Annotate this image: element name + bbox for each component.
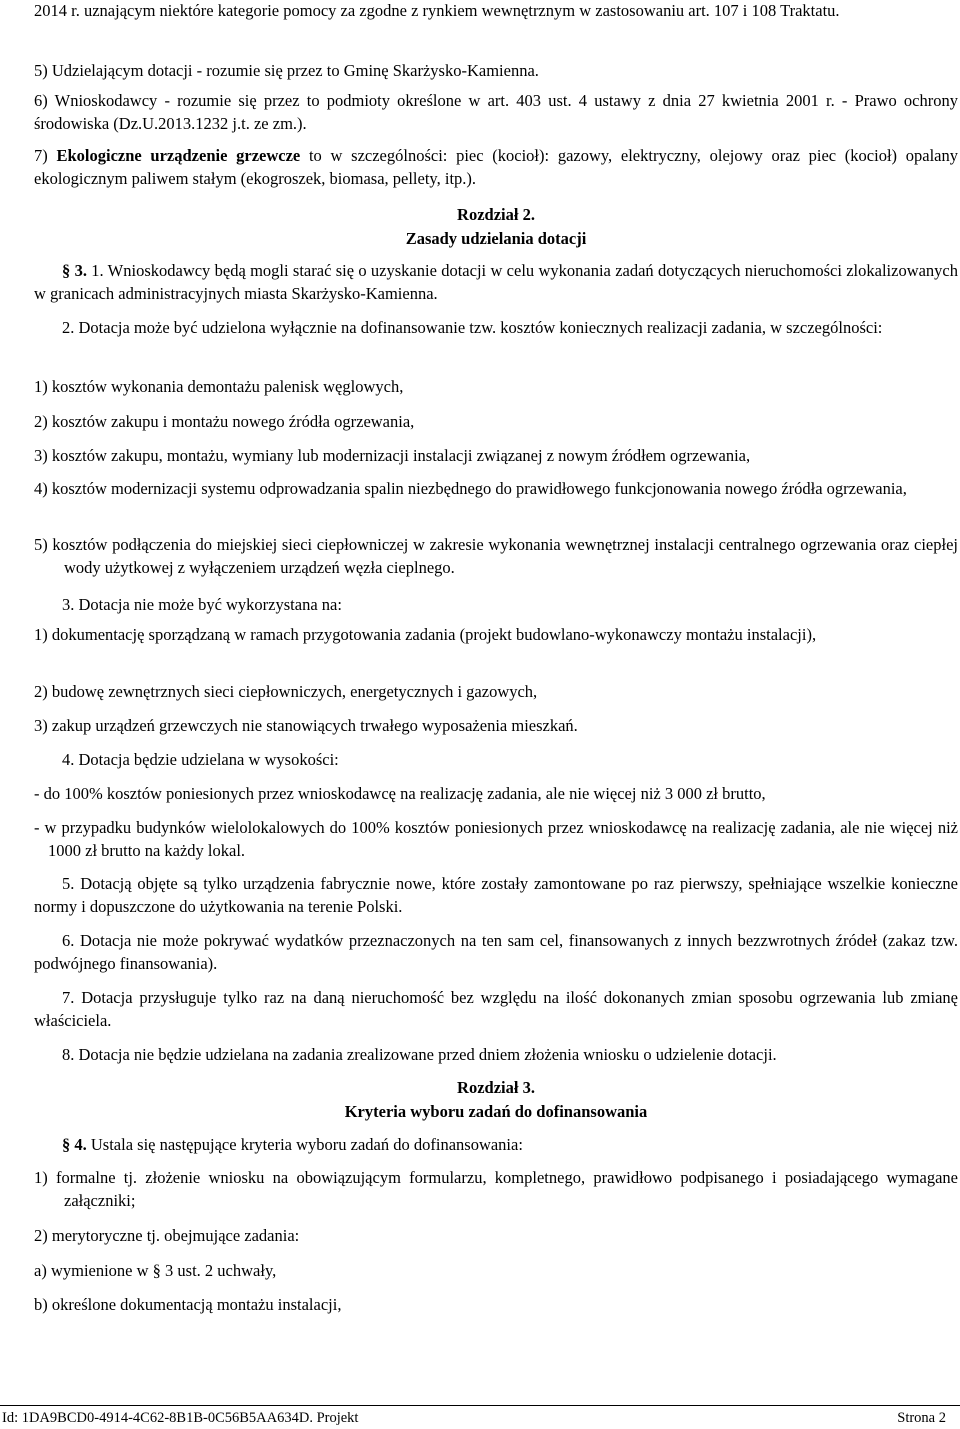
exclusion-item-1: 1) dokumentację sporządzaną w ramach przygotowania zadania (projekt budowlano-wykonawczy montażu instalacji), — [34, 625, 817, 644]
chapter-2-number: Rozdział 2. — [457, 205, 535, 224]
cost-item-4: 4) kosztów modernizacji systemu odprowadzania spalin niezbędnego do prawidłowego funkcjonowania nowego źródła ogrzewania, — [34, 479, 907, 498]
paragraph-3-7: 7. Dotacja przysługuje tylko raz na daną nieruchomość bez względu na ilość dokonanych zmian sposobu ogrzewania lub zmianę właściciela. — [34, 988, 958, 1030]
cost-item-3: 3) kosztów zakupu, montażu, wymiany lub modernizacji instalacji związanej z nowym źródłem ogrzewania, — [34, 446, 751, 465]
paragraph-3-1: § 3. 1. Wnioskodawcy będą mogli starać się o uzyskanie dotacji w celu wykonania zadań dotyczących nieruchomości zlokalizowanych w granicach administracyjnych miasta Skarżysko-Kamienna. — [34, 261, 959, 303]
amount-item-2: - w przypadku budynków wielolokalowych do 100% kosztów poniesionych przez wnioskodawcę na realizację zadania, ale nie więcej niż 1000 zł brutto na każdy lokal. — [34, 818, 958, 860]
criterion-substantive: 2) merytoryczne tj. obejmujące zadania: — [34, 1226, 300, 1245]
chapter-2-title: Zasady udzielania dotacji — [405, 229, 587, 248]
amount-item-1: - do 100% kosztów poniesionych przez wnioskodawcę na realizację zadania, ale nie więcej niż 3 000 zł brutto, — [34, 784, 766, 803]
criterion-formal: 1) formalne tj. złożenie wniosku na obowiązującym formularzu, kompletnego, prawidłowo podpisanego i posiadającego wymagane załączniki; — [34, 1168, 958, 1210]
chapter-3-title: Kryteria wyboru zadań do dofinansowania — [344, 1102, 648, 1121]
definition-6: 6) Wnioskodawcy - rozumie się przez to podmioty określone w art. 403 ust. 4 ustawy z dnia 27 kwietnia 2001 r. - Prawo ochrony środowiska (Dz.U.2013.1232 j.t. ze zm.). — [34, 91, 958, 133]
definition-7: 7) Ekologiczne urządzenie grzewcze to w szczególności: piec (kocioł): gazowy, elektryczny, olejowy oraz piec (kocioł) opalany ekologicznym paliwem stałym (ekogroszek, biomasa, pellety, itp.). — [34, 146, 958, 188]
page-number: Strona 2 — [897, 1410, 946, 1426]
cost-item-2: 2) kosztów zakupu i montażu nowego źródła ogrzewania, — [34, 412, 415, 431]
document-id: Id: 1DA9BCD0-4914-4C62-8B1B-0C56B5AA634D. Projekt — [2, 1410, 359, 1426]
paragraph-3-2: 2. Dotacja może być udzielona wyłącznie na dofinansowanie tzw. kosztów koniecznych realizacji zadania, w szczególności: — [62, 318, 883, 337]
page-footer — [0, 1405, 960, 1429]
exclusion-item-2: 2) budowę zewnętrznych sieci ciepłowniczych, energetycznych i gazowych, — [34, 682, 538, 701]
paragraph-3-8: 8. Dotacja nie będzie udzielana na zadania zrealizowane przed dniem złożenia wniosku o udzielenie dotacji. — [62, 1045, 777, 1064]
cost-item-5: 5) kosztów podłączenia do miejskiej sieci ciepłowniczej w zakresie wykonania wewnętrznej instalacji centralnego ogrzewania oraz ciepłej wody użytkowej z wyłączeniem urządzeń węzła cieplnego. — [34, 535, 958, 577]
paragraph-4: § 4. Ustala się następujące kryteria wyboru zadań do dofinansowania: — [62, 1135, 523, 1154]
paragraph-3-5: 5. Dotacją objęte są tylko urządzenia fabrycznie nowe, które zostały zamontowane po raz pierwszy, spełniające wszelkie konieczne normy i dopuszczone do użytkowania na terenie Polski. — [34, 874, 958, 916]
criterion-substantive-b: b) określone dokumentacją montażu instalacji, — [34, 1295, 342, 1314]
top-continuation: 2014 r. uznającym niektóre kategorie pomocy za zgodne z rynkiem wewnętrznym w zastosowaniu art. 107 i 108 Traktatu. — [34, 1, 840, 20]
paragraph-3-6: 6. Dotacja nie może pokrywać wydatków przeznaczonych na ten sam cel, finansowanych z innych bezzwrotnych źródeł (zakaz tzw. podwójnego finansowania). — [34, 931, 958, 973]
paragraph-3-4: 4. Dotacja będzie udzielana w wysokości: — [62, 750, 339, 769]
definition-5: 5) Udzielającym dotacji - rozumie się przez to Gminę Skarżysko-Kamienna. — [34, 61, 539, 80]
exclusion-item-3: 3) zakup urządzeń grzewczych nie stanowiących trwałego wyposażenia mieszkań. — [34, 716, 578, 735]
chapter-3-number: Rozdział 3. — [457, 1078, 535, 1097]
criterion-substantive-a: a) wymienione w § 3 ust. 2 uchwały, — [34, 1261, 277, 1280]
cost-item-1: 1) kosztów wykonania demontażu palenisk węglowych, — [34, 377, 404, 396]
paragraph-3-3: 3. Dotacja nie może być wykorzystana na: — [62, 595, 342, 614]
